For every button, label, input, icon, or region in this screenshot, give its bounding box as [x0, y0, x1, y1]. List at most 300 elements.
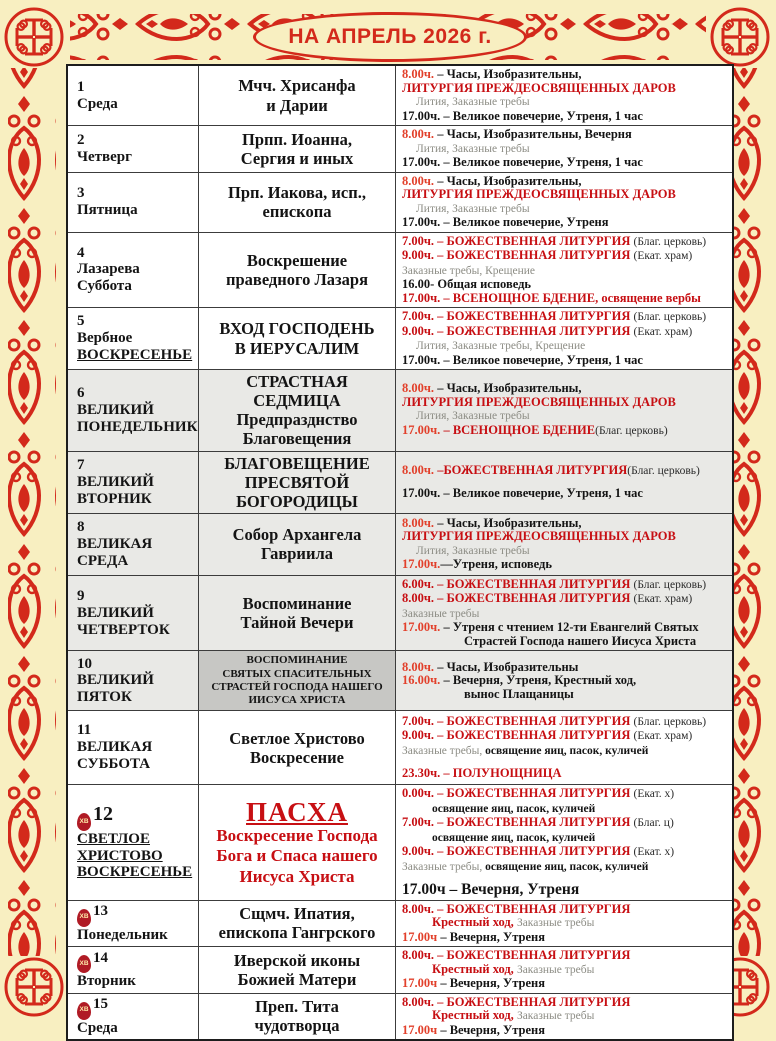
service-line [402, 963, 730, 978]
service-text-segment: Лития, Заказные требы [416, 202, 530, 215]
service-text-segment: 8.00ч. [402, 462, 435, 477]
feast-name-line: Воскресение [250, 747, 344, 767]
service-text-segment: 8.00ч. – БОЖЕСТВЕННАЯ ЛИТУРГИЯ [402, 994, 631, 1009]
date-cell [67, 308, 199, 370]
services-cell [396, 126, 734, 173]
feast-cell [199, 370, 396, 452]
weekday-label: ВТОРНИК [77, 490, 152, 507]
services-cell [396, 370, 734, 452]
service-line [402, 156, 730, 170]
table-row [67, 575, 733, 651]
service-text-segment: (Благ. церковь) [633, 311, 707, 323]
day-number-line [77, 588, 195, 605]
weekday-label: СУББОТА [77, 756, 151, 773]
services-cell [396, 900, 734, 947]
weekday-label: ЧЕТВЕРТОК [77, 621, 170, 638]
feast-name-line: СВЯТЫХ СПАСИТЕЛЬНЫХ [222, 667, 372, 680]
service-line [402, 82, 730, 96]
service-text-segment: вынос Плащаницы [464, 686, 574, 701]
service-text-segment: освящение яиц, пасок, куличей [485, 860, 649, 873]
service-text-segment: 17.00ч. [402, 557, 441, 572]
service-text-segment: освящение яиц, пасок, куличей [432, 802, 596, 815]
schedule-body [67, 65, 733, 1040]
service-line [402, 264, 730, 279]
service-text-segment: 8.00ч. [402, 515, 435, 530]
services-cell [396, 993, 734, 1040]
feast-name-line: В ИЕРУСАЛИМ [234, 338, 360, 358]
day-number: 1 [77, 78, 85, 95]
feast-cell [199, 126, 396, 173]
service-line [402, 464, 730, 479]
service-text-segment: 17.00ч [402, 1022, 438, 1037]
service-text-segment: (Екат. храм) [633, 730, 693, 743]
service-text-segment: 16.00ч. [402, 673, 441, 687]
weekday-label: СРЕДА [77, 552, 129, 569]
day-number-line [77, 656, 195, 673]
service-line [402, 578, 730, 593]
service-line [402, 607, 730, 622]
service-text-segment: Заказные требы [402, 607, 480, 620]
services-cell [396, 651, 734, 711]
service-text-segment: Заказные требы, Крещение [402, 264, 536, 277]
schedule-table [66, 64, 734, 1041]
service-text-segment: 0.00ч. – БОЖЕСТВЕННАЯ ЛИТУРГИЯ [402, 786, 634, 801]
service-text-segment: (Благ. церковь) [633, 235, 707, 248]
feast-name-line: Воскрешение [246, 250, 348, 270]
service-text-segment: ЛИТУРГИЯ ПРЕЖДЕОСВЯЩЕННЫХ ДАРОВ [402, 187, 676, 201]
service-line [402, 202, 730, 217]
day-number-line [77, 950, 195, 973]
feast-cell [199, 651, 396, 711]
weekday-label: ПЯТОК [77, 689, 132, 706]
service-text-segment: освящение яиц, пасок, куличей [485, 744, 649, 757]
feast-cell [199, 711, 396, 785]
service-text-segment: – Утреня с чтением 12-ти Евангелий Святых [440, 620, 699, 635]
service-text-segment: —Утреня, исповедь [440, 557, 552, 572]
table-row [67, 370, 733, 452]
weekday-label: Суббота [77, 278, 132, 295]
feast-name-line: СТРАСТНАЯ СЕДМИЦА [246, 372, 348, 411]
table-row [67, 947, 733, 994]
service-line [402, 831, 730, 846]
day-number-line [77, 722, 195, 739]
day-number: 11 [77, 722, 92, 739]
service-text-segment: Лития, Заказные требы [416, 410, 530, 423]
service-text-segment: 7.00ч. – БОЖЕСТВЕННАЯ ЛИТУРГИЯ [402, 233, 634, 248]
feast-name-line: Воспоминание [242, 594, 352, 613]
day-number-line [77, 132, 195, 149]
services-cell [396, 308, 734, 370]
feast-name-line: праведного Лазаря [225, 269, 369, 289]
service-text-segment: 23.30ч. – ПОЛУНОЩНИЦА [402, 766, 562, 781]
service-line [402, 558, 730, 572]
feast-name-line: ВОСПОМИНАНИЕ [246, 654, 348, 667]
service-text-segment: 7.00ч. – БОЖЕСТВЕННАЯ ЛИТУРГИЯ [402, 309, 634, 323]
service-text-segment: 17.00ч. – Великое повечерие, Утреня, 1 час [402, 155, 643, 169]
service-line [402, 278, 730, 292]
feast-cell [199, 65, 396, 126]
day-number: 8 [77, 519, 85, 536]
service-text-segment: 9.00ч. – БОЖЕСТВЕННАЯ ЛИТУРГИЯ [402, 728, 634, 743]
service-text-segment: 9.00ч. – БОЖЕСТВЕННАЯ ЛИТУРГИЯ [402, 323, 634, 338]
service-text-segment: – Часы, Изобразительны, Вечерня [434, 127, 632, 141]
feast-name-line: Предпразднство [236, 410, 358, 430]
service-line [402, 188, 730, 202]
feast-name-line: Тайной Вечери [240, 613, 354, 633]
date-cell [67, 451, 199, 513]
service-line [402, 674, 730, 688]
weekday-label: ВЕЛИКИЙ [77, 401, 154, 418]
day-number: 15 [93, 996, 108, 1013]
day-number-line [77, 457, 195, 474]
service-text-segment: – Часы, Изобразительны, [434, 173, 582, 188]
service-text-segment: – Часы, Изобразительны, [434, 381, 582, 396]
service-line [402, 592, 730, 607]
service-text-segment: 8.00ч. [402, 659, 435, 674]
service-line [402, 110, 730, 124]
feast-name-line: Бога и Спаса нашего [216, 846, 378, 866]
feast-cell [199, 575, 396, 651]
day-number: 13 [93, 903, 108, 920]
service-line [402, 216, 730, 230]
service-text-segment: Страстей Господа нашего Иисуса Христа [464, 633, 697, 648]
service-line [402, 249, 730, 264]
day-number-line [77, 313, 195, 330]
service-text-segment: (Благ. церковь) [633, 715, 707, 728]
service-line [402, 1009, 730, 1024]
date-cell [67, 232, 199, 308]
date-cell [67, 993, 199, 1040]
services-cell [396, 232, 734, 308]
service-line [402, 68, 730, 82]
service-text-segment: Крестный ход, [432, 915, 517, 930]
feast-name-line: ПРЕСВЯТОЙ [244, 472, 350, 492]
feast-cell [199, 785, 396, 901]
service-text-segment: ЛИТУРГИЯ ПРЕЖДЕОСВЯЩЕННЫХ ДАРОВ [402, 394, 676, 409]
service-text-segment: 7.00ч. – БОЖЕСТВЕННАЯ ЛИТУРГИЯ [402, 815, 634, 830]
service-line [402, 175, 730, 189]
feast-name-line: Благовещения [242, 429, 352, 449]
service-text-segment: Лития, Заказные требы [416, 142, 530, 155]
weekday-label: Вторник [77, 973, 136, 990]
weekday-label: ВЕЛИКАЯ [77, 535, 153, 552]
day-number-line [77, 519, 195, 536]
weekday-label: ВЕЛИКАЯ [77, 739, 153, 756]
service-line [402, 396, 730, 410]
service-line [402, 325, 730, 340]
service-text-segment: 6.00ч. – БОЖЕСТВЕННАЯ ЛИТУРГИЯ [402, 576, 634, 591]
feast-name-line: епископа [262, 202, 332, 221]
feast-name-line: Светлое Христово [229, 728, 365, 748]
feast-cell [199, 308, 396, 370]
date-cell [67, 370, 199, 452]
table-row [67, 126, 733, 173]
service-line [402, 744, 730, 759]
feast-cell [199, 172, 396, 232]
feast-name-line: Божией Матери [237, 969, 357, 989]
day-number: 12 [93, 802, 113, 825]
service-text-segment: 17.00ч. [402, 422, 441, 437]
service-line [402, 544, 730, 559]
weekday-label: Среда [77, 95, 118, 112]
feast-name-line: СТРАСТЕЙ ГОСПОДА НАШЕГО [211, 680, 383, 693]
service-line [402, 487, 730, 501]
services-cell [396, 172, 734, 232]
table-row [67, 172, 733, 232]
service-line [402, 530, 730, 544]
weekday-label: Четверг [77, 148, 132, 165]
day-number-line [77, 903, 195, 926]
service-text-segment: – Вечерня, Утреня [437, 929, 545, 944]
feast-name-line: Преп. Тита [255, 997, 339, 1017]
service-line [402, 996, 730, 1010]
feast-name-line: Мчч. Хрисанфа [238, 76, 356, 96]
service-text-segment: –БОЖЕСТВЕННАЯ ЛИТУРГИЯ [434, 462, 628, 477]
day-number-line [77, 79, 195, 96]
feast-cell [199, 993, 396, 1040]
service-text-segment: 16.00- Общая исповедь [402, 277, 532, 291]
day-number: 5 [77, 313, 85, 330]
date-cell [67, 126, 199, 173]
service-line [402, 95, 730, 110]
date-cell [67, 513, 199, 575]
table-row [67, 993, 733, 1040]
feast-name-line: и Дарии [266, 95, 328, 115]
day-number-line [77, 804, 195, 831]
service-line [402, 409, 730, 424]
service-text-segment: 17.00ч. – Великое повечерие, Утреня [402, 215, 609, 229]
service-line [402, 621, 730, 635]
service-text-segment: – Часы, Изобразительны, [434, 67, 582, 81]
service-text-segment: освящение яиц, пасок, куличей [432, 831, 596, 844]
date-cell [67, 575, 199, 651]
page-title: НА АПРЕЛЬ 2026 г. [288, 25, 492, 48]
service-text-segment: 7.00ч. – БОЖЕСТВЕННАЯ ЛИТУРГИЯ [402, 713, 634, 728]
feast-cell [199, 451, 396, 513]
feast-name-line: чудотворца [254, 1016, 340, 1036]
service-text-segment: ЛИТУРГИЯ ПРЕЖДЕОСВЯЩЕННЫХ ДАРОВ [402, 529, 676, 544]
feast-cell [199, 232, 396, 308]
table-row [67, 513, 733, 575]
service-line [402, 883, 730, 898]
weekday-label: Среда [77, 1019, 118, 1036]
feast-name-line: ВХОД ГОСПОДЕНЬ [219, 319, 375, 339]
feast-name-line: Воскресение Господа [216, 825, 378, 845]
feast-cell [199, 900, 396, 947]
feast-name-line: Прп. Иакова, исп., [228, 182, 366, 202]
service-text-segment: (Екат. х) [633, 846, 675, 859]
table-row [67, 308, 733, 370]
services-cell [396, 947, 734, 994]
service-text-segment: 8.00ч. [402, 173, 435, 188]
service-line [402, 816, 730, 831]
service-line [402, 916, 730, 931]
weekday-label: ВОСКРЕСЕНЬЕ [77, 864, 193, 881]
service-text-segment: 8.00ч. – БОЖЕСТВЕННАЯ ЛИТУРГИЯ [402, 591, 634, 606]
service-text-segment: ЛИТУРГИЯ ПРЕЖДЕОСВЯЩЕННЫХ ДАРОВ [402, 80, 676, 95]
service-line [402, 517, 730, 531]
date-cell [67, 651, 199, 711]
service-text-segment: Крестный ход, [432, 961, 517, 976]
service-text-segment: 17.00ч. – ВСЕНОЩНОЕ БДЕНИЕ, освящение вербы [402, 290, 701, 305]
service-line [402, 142, 730, 157]
weekday-label: Вербное [77, 330, 133, 347]
service-line [402, 310, 730, 325]
service-text-segment: – ВСЕНОЩНОЕ БДЕНИЕ [440, 422, 596, 437]
service-text-segment: 8.00ч. – БОЖЕСТВЕННАЯ ЛИТУРГИЯ [402, 948, 631, 963]
service-text-segment: (Благ. ц) [633, 817, 674, 830]
services-cell [396, 65, 734, 126]
service-text-segment: 17.00ч. [402, 620, 441, 635]
border-band-left [8, 68, 56, 956]
service-text-segment: Заказные требы, [402, 860, 486, 873]
feast-cell [199, 513, 396, 575]
service-line [402, 903, 730, 917]
day-number: 2 [77, 131, 85, 148]
service-text-segment: 8.00ч. [402, 67, 435, 81]
service-line [402, 339, 730, 354]
service-text-segment: (Благ. церковь) [633, 578, 707, 591]
service-text-segment: – Вечерня, Утреня, Крестный ход, [440, 673, 637, 687]
service-line [402, 382, 730, 396]
feast-cell [199, 947, 396, 994]
service-line [402, 787, 730, 802]
service-text-segment: Заказные требы [516, 1010, 595, 1023]
service-text-segment: – Часы, Изобразительны, [434, 515, 582, 530]
date-cell [67, 711, 199, 785]
service-line [402, 715, 730, 730]
weekday-label: Пятница [77, 202, 138, 218]
weekday-label: ВОСКРЕСЕНЬЕ [77, 346, 193, 363]
weekday-label: ВЕЛИКИЙ [77, 604, 154, 621]
service-line [402, 767, 730, 781]
table-row [67, 65, 733, 126]
service-line [402, 977, 730, 991]
service-line [402, 424, 730, 439]
service-text-segment: (Благ. церковь) [627, 464, 700, 477]
service-text-segment: Лития, Заказные требы [416, 96, 530, 108]
feast-name-line: ИИСУСА ХРИСТА [248, 693, 346, 706]
day-number: 4 [77, 244, 85, 261]
feast-name-line: Гавриила [261, 544, 333, 564]
service-line [402, 729, 730, 744]
date-cell [67, 65, 199, 126]
feast-name-line: Прпп. Иоанна, [242, 129, 352, 149]
feast-name-line: Собор Архангела [232, 525, 362, 545]
service-text-segment: (Екат. храм) [633, 250, 693, 262]
service-text-segment: 17.00ч – Вечерня, Утреня [402, 881, 580, 899]
service-text-segment: 9.00ч. – БОЖЕСТВЕННАЯ ЛИТУРГИЯ [402, 844, 634, 859]
service-text-segment: (Благ. церковь) [595, 424, 668, 437]
table-row [67, 232, 733, 308]
title-oval [253, 12, 527, 62]
service-line [402, 845, 730, 860]
services-cell [396, 451, 734, 513]
day-number-line [77, 385, 195, 402]
service-line [402, 949, 730, 963]
day-number: 10 [77, 655, 92, 672]
table-row [67, 900, 733, 947]
service-line [402, 802, 730, 817]
feast-name-line: Сщмч. Ипатия, [239, 904, 355, 924]
easter-egg-icon: ХВ [77, 1002, 91, 1020]
weekday-label: СВЕТЛОЕ [77, 830, 150, 847]
pasha-title: ПАСХА [246, 796, 348, 827]
service-text-segment: Заказные требы [516, 917, 595, 930]
service-line [402, 635, 730, 649]
services-cell [396, 575, 734, 651]
date-cell [67, 172, 199, 232]
table-row [67, 711, 733, 785]
weekday-label: ХРИСТОВО [77, 847, 163, 864]
service-text-segment: 8.00ч. [402, 127, 435, 141]
service-line [402, 931, 730, 945]
feast-name-line: БЛАГОВЕЩЕНИЕ [224, 453, 370, 473]
easter-egg-icon: ХВ [77, 955, 91, 973]
service-line [402, 860, 730, 875]
feast-name-line: Иверской иконы [233, 950, 361, 970]
feast-name-line: Иисуса Христа [239, 866, 355, 886]
service-line [402, 235, 730, 250]
table-row [67, 785, 733, 901]
service-text-segment: Крестный ход, [432, 1008, 517, 1023]
service-text-segment: Заказные требы, [402, 744, 486, 757]
service-line [402, 128, 730, 142]
day-number-line [77, 996, 195, 1019]
service-line [402, 688, 730, 702]
service-line [402, 292, 730, 306]
feast-name-line: епископа Гангрского [218, 923, 376, 943]
services-cell [396, 785, 734, 901]
service-text-segment: – Вечерня, Утреня [437, 1022, 545, 1037]
weekday-label: Понедельник [77, 926, 168, 943]
service-text-segment: 17.00ч. – Великое повечерие, Утреня, 1 час [402, 486, 643, 501]
service-text-segment: Лития, Заказные требы, Крещение [416, 340, 586, 352]
day-number-line [77, 185, 195, 202]
day-number: 7 [77, 456, 85, 473]
service-text-segment: – Часы, Изобразительны [434, 659, 579, 674]
service-text-segment: 8.00ч. – БОЖЕСТВЕННАЯ ЛИТУРГИЯ [402, 901, 631, 916]
service-text-segment: (Екат. храм) [633, 325, 693, 338]
weekday-label: ВЕЛИКИЙ [77, 473, 154, 490]
service-line [402, 661, 730, 675]
day-number: 9 [77, 587, 85, 604]
day-number-line [77, 245, 195, 262]
weekday-label: ПОНЕДЕЛЬНИК [77, 418, 198, 435]
table-row [67, 451, 733, 513]
service-text-segment: 17.00ч [402, 976, 438, 991]
service-text-segment: Заказные требы [516, 963, 595, 976]
date-cell [67, 785, 199, 901]
service-text-segment: 17.00ч. – Великое повечерие, Утреня, 1 час [402, 108, 643, 123]
weekday-label: Лазарева [77, 261, 140, 278]
service-text-segment: Лития, Заказные требы [416, 544, 530, 557]
date-cell [67, 900, 199, 947]
service-line [402, 354, 730, 368]
service-text-segment: 9.00ч. – БОЖЕСТВЕННАЯ ЛИТУРГИЯ [402, 248, 634, 262]
service-text-segment: (Екат. храм) [633, 593, 693, 606]
date-cell [67, 947, 199, 994]
service-text-segment: 17.00ч [402, 929, 438, 944]
service-line [402, 1024, 730, 1038]
service-text-segment: 17.00ч. – Великое повечерие, Утреня, 1 час [402, 352, 643, 367]
day-number: 14 [93, 949, 108, 966]
easter-egg-icon: ХВ [77, 909, 91, 927]
feast-name-line: БОГОРОДИЦЫ [236, 491, 358, 511]
day-number: 6 [77, 385, 85, 402]
services-cell [396, 711, 734, 785]
day-number: 3 [77, 185, 85, 202]
